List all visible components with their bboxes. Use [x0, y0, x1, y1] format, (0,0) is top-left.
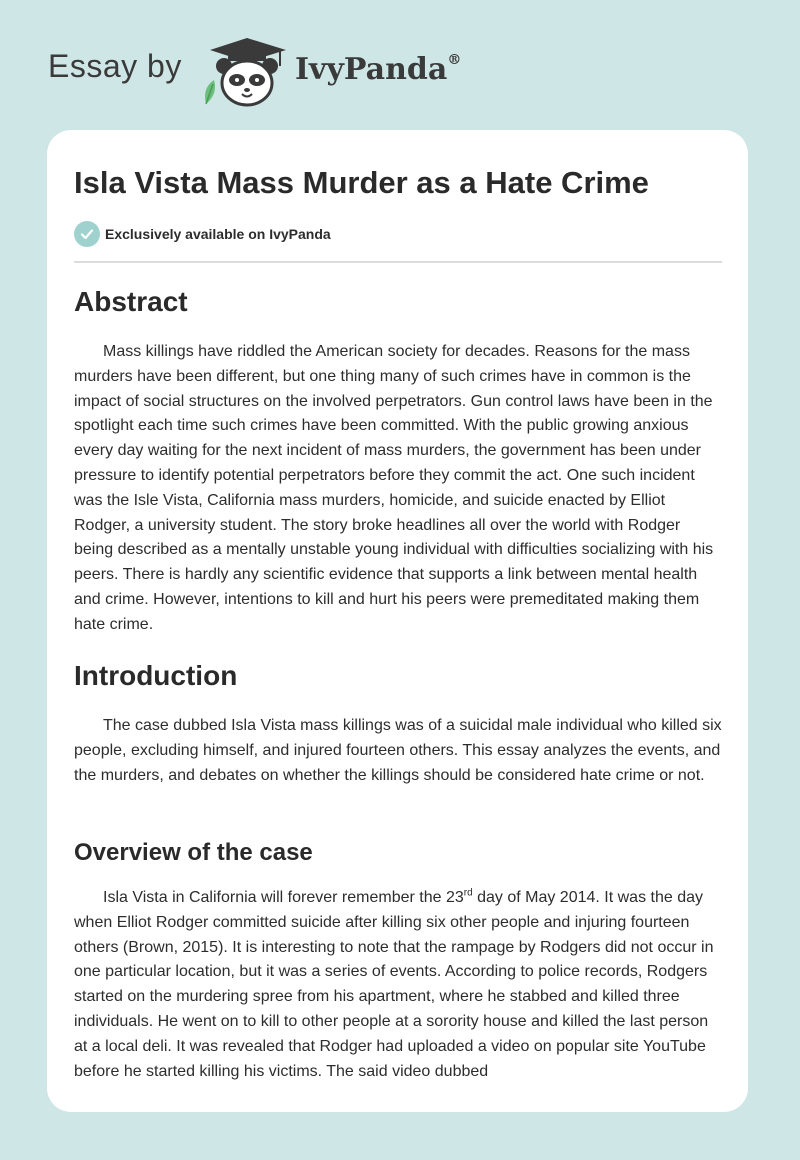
section-heading: Abstract: [74, 286, 188, 317]
section-paragraph: Isla Vista in California will forever remember the 23rd day of May 2014. It was the day when Elliot Rodger committed suicide after killing six other people and injuring fourteen others (Brown, 2015). It is interesting to note that the rampage by Rodgers did not occur in one particular location, but it was a series of events. According to police records, Rodgers started on the murdering spree from his apartment, where he stabbed and killed three individuals. He went on to kill to other people at a sorority house and killed the last person at a local deli. It was revealed that Rodger had uploaded a video on popular site YouTube before he started killing his victims. The said video dubbed: [74, 887, 714, 1080]
site-header: [0, 0, 800, 130]
checkmark-icon: [74, 221, 100, 247]
section-paragraph: Mass killings have riddled the American society for decades. Reasons for the mass murders have been different, but one thing many of such crimes have in common is the impact of social structures on the involved perpetrators. Gun control laws have been in the spotlight each time such crimes have been committed. With the public growing anxious every day waiting for the next incident of mass murders, the government has been under pressure to identify potential perpetrators before they commit the act. One such incident was the Isle Vista, California mass murders, homicide, and suicide enacted by Elliot Rodger, a university student. The story broke headlines all over the world with Rodger being described as a mentally unstable young individual with difficulties socializing with his peers. There is hardly any scientific evidence that supports a link between mental health and crime. However, intentions to kill and hurt his peers were premeditated making them hate crime.: [74, 343, 714, 633]
section-introduction: [74, 660, 722, 788]
essay-by-label: Essay by: [48, 48, 182, 84]
essay-card: [47, 130, 748, 1112]
divider: [74, 261, 722, 263]
exclusive-badge: [74, 221, 331, 247]
brand-name[interactable]: IvyPanda®: [295, 52, 462, 87]
panda-logo-icon[interactable]: [200, 36, 290, 110]
section-paragraph: The case dubbed Isla Vista mass killings was of a suicidal male individual who killed six people, excluding himself, and injured fourteen others. This essay analyzes the events, and the murders, and debates on whether the killings should be considered hate crime or not.: [74, 717, 722, 784]
section-heading: Introduction: [74, 660, 238, 691]
section-abstract: [74, 286, 722, 638]
page-title: Isla Vista Mass Murder as a Hate Crime: [74, 165, 649, 200]
section-overview: [74, 839, 722, 1084]
section-heading: Overview of the case: [74, 839, 313, 866]
exclusive-badge-label: Exclusively available on IvyPanda: [105, 226, 331, 242]
